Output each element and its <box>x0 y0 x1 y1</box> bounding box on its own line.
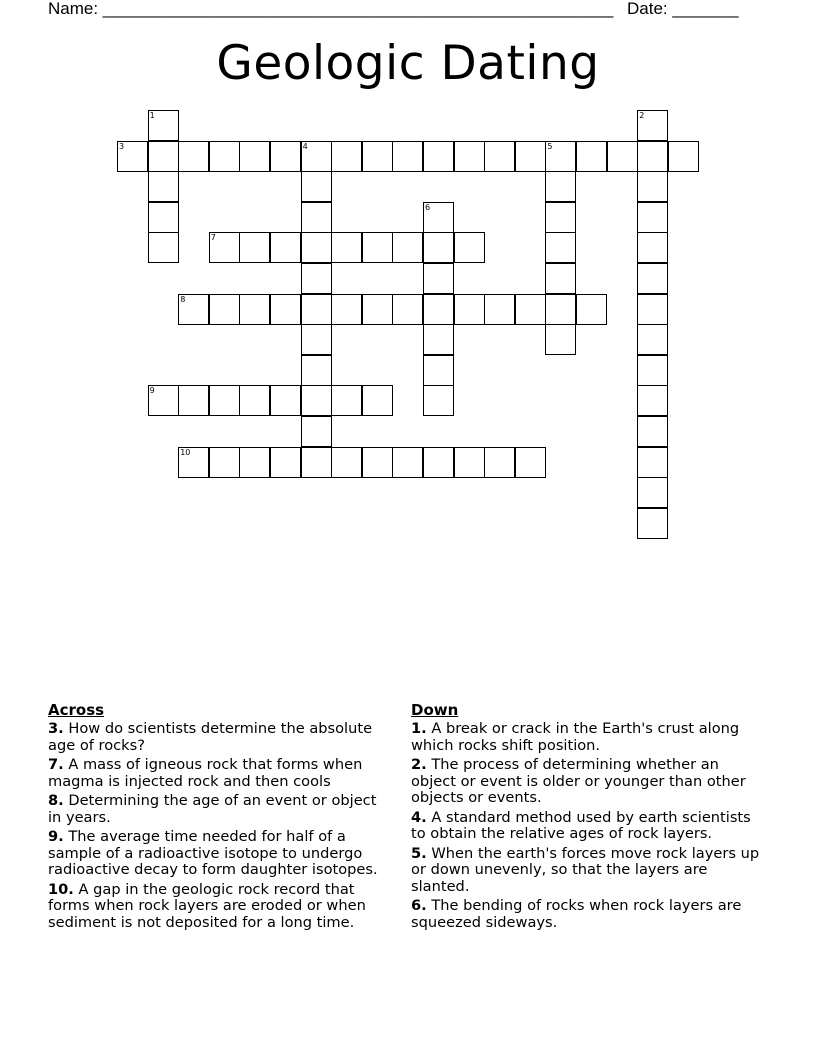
crossword-cell[interactable] <box>454 141 485 172</box>
clue-item <box>411 898 768 931</box>
date-field-label: Date: _______ <box>627 0 739 18</box>
crossword-cell[interactable] <box>637 294 668 325</box>
crossword-cell[interactable] <box>209 232 240 263</box>
clue-number: 4. <box>411 808 427 826</box>
clue-number: 10. <box>48 880 74 898</box>
clue-text: A break or crack in the Earth's crust along which rocks shift position. <box>411 720 740 754</box>
clue-number-label: 4 <box>302 141 308 151</box>
crossword-cell[interactable] <box>515 294 546 325</box>
clue-item <box>411 810 768 843</box>
crossword-cell[interactable] <box>331 385 362 416</box>
crossword-cell[interactable] <box>637 385 668 416</box>
crossword-cell[interactable] <box>362 385 393 416</box>
clue-item <box>411 757 768 807</box>
crossword-cell[interactable] <box>607 141 638 172</box>
crossword-cell[interactable] <box>239 385 270 416</box>
crossword-cell[interactable] <box>545 171 576 202</box>
crossword-cell[interactable] <box>637 477 668 508</box>
crossword-cell[interactable] <box>301 232 332 263</box>
crossword-cell[interactable] <box>301 355 332 386</box>
crossword-cell[interactable] <box>484 447 515 478</box>
crossword-cell[interactable] <box>301 324 332 355</box>
crossword-cell[interactable] <box>148 110 179 141</box>
crossword-cell[interactable] <box>637 263 668 294</box>
crossword-cell[interactable] <box>362 294 393 325</box>
crossword-cell[interactable] <box>239 294 270 325</box>
clue-number-label: 10 <box>180 447 191 457</box>
clue-item <box>411 721 768 754</box>
clue-number-label: 7 <box>210 233 216 243</box>
clue-item <box>48 829 393 879</box>
crossword-cell[interactable] <box>545 324 576 355</box>
clue-text: Determining the age of an event or object in years. <box>48 792 377 826</box>
crossword-cell[interactable] <box>545 232 576 263</box>
clue-text: The bending of rocks when rock layers are squeezed sideways. <box>411 897 742 931</box>
crossword-cell[interactable] <box>637 447 668 478</box>
crossword-cell[interactable] <box>423 141 454 172</box>
clue-number: 6. <box>411 897 427 914</box>
crossword-cell[interactable] <box>301 202 332 233</box>
crossword-cell[interactable] <box>392 294 423 325</box>
clue-item <box>411 846 768 896</box>
crossword-cell[interactable] <box>270 385 301 416</box>
crossword-cell[interactable] <box>637 416 668 447</box>
crossword-cell[interactable] <box>362 141 393 172</box>
crossword-cell[interactable] <box>576 141 607 172</box>
crossword-cell[interactable] <box>454 232 485 263</box>
crossword-cell[interactable] <box>270 447 301 478</box>
clue-number-label: 6 <box>425 202 431 212</box>
crossword-cell[interactable] <box>178 447 209 478</box>
crossword-cell[interactable] <box>637 508 668 539</box>
crossword-cell[interactable] <box>148 232 179 263</box>
crossword-cell[interactable] <box>178 294 209 325</box>
clue-number-label: 9 <box>149 386 155 396</box>
page-title: Geologic Dating <box>216 36 600 91</box>
crossword-cell[interactable] <box>637 141 668 172</box>
crossword-cell[interactable] <box>301 385 332 416</box>
crossword-cell[interactable] <box>148 171 179 202</box>
down-heading: Down <box>411 701 459 719</box>
clue-number: 2. <box>411 756 427 773</box>
clue-text: A gap in the geologic rock record that forms when rock layers are eroded or when sediment is not deposited for a long time. <box>48 880 366 931</box>
crossword-cell[interactable] <box>239 232 270 263</box>
crossword-cell[interactable] <box>301 141 332 172</box>
crossword-cell[interactable] <box>331 294 362 325</box>
crossword-cell[interactable] <box>270 294 301 325</box>
crossword-cell[interactable] <box>454 294 485 325</box>
crossword-cell[interactable] <box>454 447 485 478</box>
crossword-cell[interactable] <box>545 141 576 172</box>
crossword-grid <box>117 110 717 550</box>
clue-text: A standard method used by earth scientists to obtain the relative ages of rock layers. <box>411 808 751 842</box>
clue-text: How do scientists determine the absolute age of rocks? <box>48 720 373 754</box>
clue-number-label: 1 <box>149 111 155 120</box>
crossword-cell[interactable] <box>545 263 576 294</box>
crossword-cell[interactable] <box>148 385 179 416</box>
crossword-cell[interactable] <box>331 141 362 172</box>
down-clue-list <box>411 721 768 931</box>
clue-number: 3. <box>48 720 64 737</box>
crossword-cell[interactable] <box>209 141 240 172</box>
crossword-cell[interactable] <box>423 447 454 478</box>
crossword-cell[interactable] <box>637 355 668 386</box>
crossword-cell[interactable] <box>484 141 515 172</box>
clue-number: 9. <box>48 828 64 845</box>
crossword-cell[interactable] <box>392 141 423 172</box>
crossword-cell[interactable] <box>331 232 362 263</box>
crossword-cell[interactable] <box>423 202 454 233</box>
crossword-cell[interactable] <box>423 355 454 386</box>
across-heading: Across <box>48 701 105 719</box>
crossword-cell[interactable] <box>637 202 668 233</box>
crossword-cell[interactable] <box>117 141 148 172</box>
crossword-cell[interactable] <box>362 232 393 263</box>
crossword-cell[interactable] <box>239 447 270 478</box>
clue-number: 1. <box>411 720 427 737</box>
clue-item <box>48 721 393 754</box>
crossword-cell[interactable] <box>423 263 454 294</box>
crossword-cell[interactable] <box>515 447 546 478</box>
across-clue-list <box>48 721 393 931</box>
crossword-cell[interactable] <box>668 141 699 172</box>
crossword-cell[interactable] <box>423 385 454 416</box>
crossword-cell[interactable] <box>209 294 240 325</box>
crossword-cell[interactable] <box>545 202 576 233</box>
crossword-cell[interactable] <box>148 141 179 172</box>
crossword-cell[interactable] <box>331 447 362 478</box>
crossword-cell[interactable] <box>148 202 179 233</box>
name-field-label: Name: ______________________________________________________ <box>48 0 614 18</box>
clue-item <box>48 793 393 826</box>
clue-number-label: 2 <box>639 111 645 120</box>
crossword-cell[interactable] <box>270 141 301 172</box>
crossword-cell[interactable] <box>484 294 515 325</box>
crossword-cell[interactable] <box>270 232 301 263</box>
crossword-cell[interactable] <box>637 232 668 263</box>
crossword-cell[interactable] <box>301 263 332 294</box>
clue-item <box>48 882 393 932</box>
crossword-cell[interactable] <box>301 447 332 478</box>
clue-text: The average time needed for half of a sample of a radioactive isotope to undergo radioactive decay to form daughter isotopes. <box>48 828 378 878</box>
crossword-cell[interactable] <box>209 447 240 478</box>
crossword-cell[interactable] <box>362 447 393 478</box>
crossword-cell[interactable] <box>515 141 546 172</box>
crossword-cell[interactable] <box>423 232 454 263</box>
clue-text: The process of determining whether an object or event is older or younger than other objects or events. <box>411 756 746 806</box>
crossword-cell[interactable] <box>301 171 332 202</box>
crossword-cell[interactable] <box>239 141 270 172</box>
crossword-cell[interactable] <box>423 324 454 355</box>
crossword-cell[interactable] <box>301 294 332 325</box>
crossword-cell[interactable] <box>178 141 209 172</box>
crossword-cell[interactable] <box>178 385 209 416</box>
clue-number-label: 8 <box>180 294 186 304</box>
crossword-cell[interactable] <box>545 294 576 325</box>
down-column <box>411 700 768 934</box>
crossword-cell[interactable] <box>209 385 240 416</box>
clue-number: 8. <box>48 792 64 809</box>
clue-number: 7. <box>48 756 64 773</box>
crossword-cell[interactable] <box>576 294 607 325</box>
crossword-cell[interactable] <box>637 324 668 355</box>
clue-text: When the earth's forces move rock layers up or down unevenly, so that the layers are slanted. <box>411 844 760 895</box>
clue-number-label: 3 <box>119 141 125 151</box>
clue-text: A mass of igneous rock that forms when magma is injected rock and then cools <box>48 756 363 790</box>
crossword-cell[interactable] <box>301 416 332 447</box>
crossword-cell[interactable] <box>423 294 454 325</box>
crossword-cell[interactable] <box>392 447 423 478</box>
crossword-cell[interactable] <box>392 232 423 263</box>
across-column <box>48 700 393 934</box>
clue-number: 5. <box>411 844 427 862</box>
crossword-cell[interactable] <box>637 110 668 141</box>
crossword-cell[interactable] <box>637 171 668 202</box>
clue-item <box>48 757 393 790</box>
clue-number-label: 5 <box>547 141 553 151</box>
